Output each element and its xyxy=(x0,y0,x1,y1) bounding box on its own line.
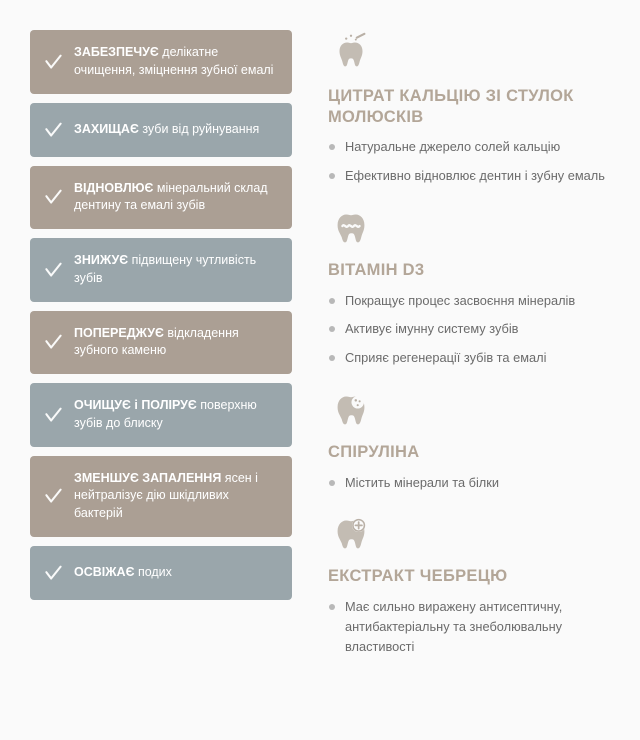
check-icon xyxy=(44,120,63,139)
benefit-item xyxy=(30,238,292,302)
benefit-lead: ЗАХИЩАЄ xyxy=(74,121,139,136)
benefit-text xyxy=(74,252,278,288)
benefits-column xyxy=(30,30,292,740)
ingredient-block xyxy=(328,510,622,656)
list-item: Ефективно відновлює дентин і зубну емаль xyxy=(328,166,622,186)
benefit-lead: ЗНИЖУЄ xyxy=(74,253,129,267)
benefit-rest: делікатне очищення, зміцнення зубної емалі xyxy=(74,45,274,77)
benefit-item xyxy=(30,546,292,600)
check-icon xyxy=(44,188,63,207)
benefit-item xyxy=(30,383,292,447)
benefit-rest: підвищену чутливість зубів xyxy=(74,253,257,285)
ingredient-title: ВІТАМІН D3 xyxy=(328,260,425,279)
tooth-sparkle-icon xyxy=(328,386,374,432)
check-icon xyxy=(44,260,63,279)
ingredient-title: ЕКСТРАКТ ЧЕБРЕЦЮ xyxy=(328,567,508,586)
benefit-rest: зуби від руйнування xyxy=(138,121,260,136)
benefit-rest: подих xyxy=(134,564,172,579)
list-item: Має сильно виражену антисептичну, антибактеріальну та знеболювальну властивості xyxy=(328,597,622,656)
list-item: Активує імунну систему зубів xyxy=(328,319,622,339)
check-icon xyxy=(44,487,63,506)
benefit-item xyxy=(30,30,292,94)
ingredients-column xyxy=(292,30,622,740)
benefit-lead: ПОПЕРЕДЖУЄ xyxy=(74,325,164,340)
benefit-rest: поверхню зубів до блиску xyxy=(74,398,257,430)
check-icon xyxy=(44,405,63,424)
tooth-plus-icon xyxy=(328,510,374,556)
ingredient-title: СПІРУЛІНА xyxy=(328,443,420,462)
benefit-text xyxy=(74,470,278,523)
ingredient-points xyxy=(328,473,622,493)
benefit-text xyxy=(74,44,278,80)
benefit-item xyxy=(30,311,292,375)
list-item: Сприяє регенерації зубів та емалі xyxy=(328,348,622,368)
ingredient-block xyxy=(328,204,622,368)
ingredient-block xyxy=(328,30,622,186)
benefit-rest: мінеральний склад дентину та емалі зубів xyxy=(74,180,268,213)
benefit-text xyxy=(74,180,278,216)
benefit-lead: ЗМЕНШУЄ ЗАПАЛЕННЯ xyxy=(74,470,222,485)
benefit-item xyxy=(30,103,292,157)
check-icon xyxy=(44,563,63,582)
ingredient-title: ЦИТРАТ КАЛЬЦІЮ ЗІ СТУЛОК МОЛЮСКІВ xyxy=(328,87,574,126)
benefit-text xyxy=(74,121,259,139)
benefit-item xyxy=(30,456,292,537)
benefit-text xyxy=(74,325,278,361)
list-item: Містить мінерали та білки xyxy=(328,473,622,493)
list-item: Покращує процес засвоєння мінералів xyxy=(328,291,622,311)
ingredient-points xyxy=(328,597,622,656)
benefit-text xyxy=(74,564,172,582)
check-icon xyxy=(44,333,63,352)
benefit-lead: ОЧИЩУЄ і ПОЛІРУЄ xyxy=(74,398,197,412)
benefit-lead: ВІДНОВЛЮЄ xyxy=(74,180,154,195)
check-icon xyxy=(44,52,63,71)
ingredient-block xyxy=(328,386,622,492)
benefit-lead: ЗАБЕЗПЕЧУЄ xyxy=(74,45,159,59)
ingredient-points xyxy=(328,137,622,186)
list-item: Натуральне джерело солей кальцію xyxy=(328,137,622,157)
ingredient-points xyxy=(328,291,622,368)
benefit-lead: ОСВІЖАЄ xyxy=(74,564,135,579)
tooth-brush-icon xyxy=(328,30,374,76)
benefit-text xyxy=(74,397,278,433)
benefit-item xyxy=(30,166,292,230)
tooth-wave-icon xyxy=(328,204,374,250)
benefit-rest: ясен і нейтралізує дію шкідливих бактерій xyxy=(74,470,258,520)
benefit-rest: відкладення зубного каменю xyxy=(74,325,239,358)
